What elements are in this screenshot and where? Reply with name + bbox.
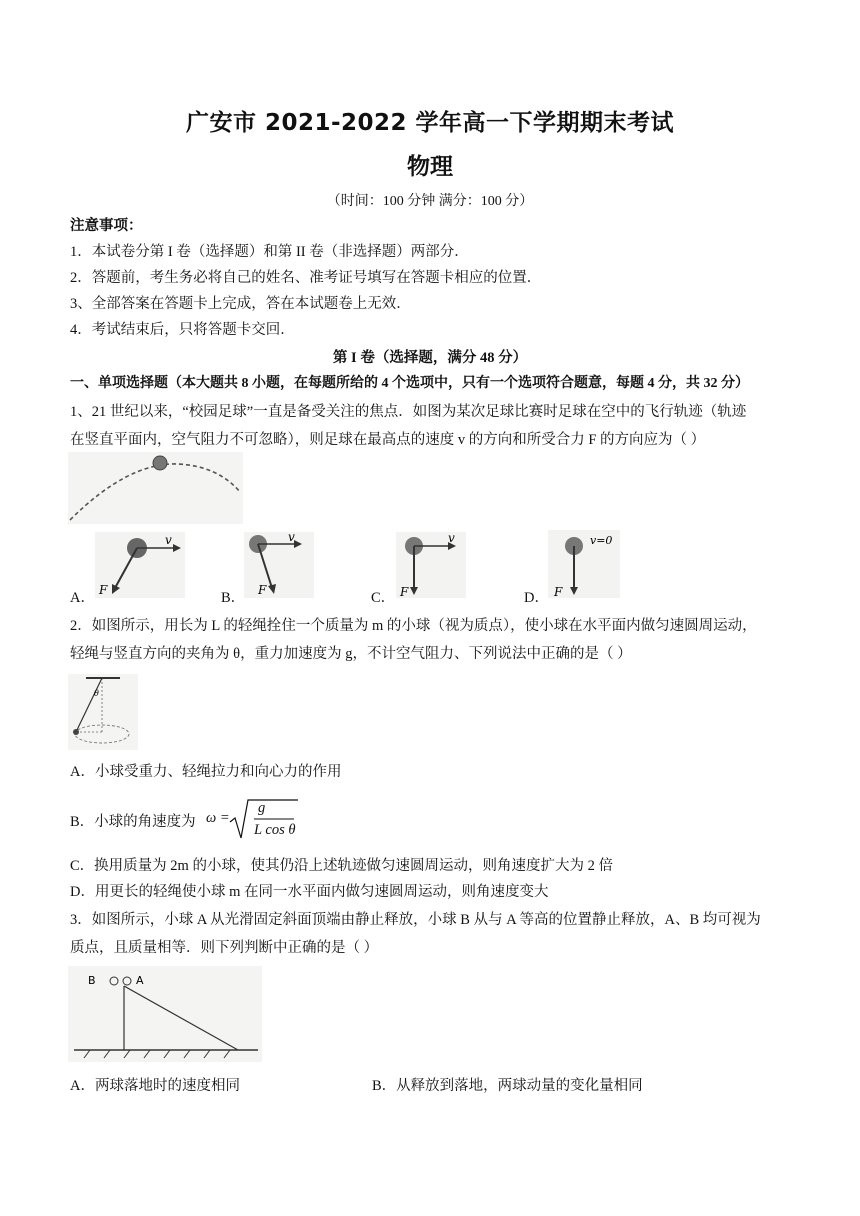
- q1-trajectory-figure: [68, 452, 243, 524]
- note-item: 3、全部答案在答题卡上完成，答在本试题卷上无效．: [70, 296, 411, 312]
- omega-lhs: ω =: [206, 810, 230, 826]
- subject-title: 物理: [407, 154, 453, 180]
- q1-option-b-figure: [244, 532, 314, 598]
- fraction-numerator: g: [258, 800, 266, 816]
- q2-option-d[interactable]: D．用更长的轻绳使小球 m 在同一水平面内做匀速圆周运动，则角速度变大: [70, 884, 549, 900]
- time-info: （时间：100 分钟 满分：100 分）: [326, 194, 534, 209]
- q1-option-d-figure: [548, 530, 620, 598]
- q3-incline-figure: [68, 966, 262, 1062]
- q1-stem-line2: 在竖直平面内，空气阻力不可忽略），则足球在最高点的速度 v 的方向和所受合力 F 的方向应为（ ）: [70, 432, 706, 448]
- q2-option-b-prefix: B．小球的角速度为: [70, 814, 196, 830]
- section-title: 第 I 卷（选择题，满分 48 分）: [332, 350, 528, 366]
- label-v: v: [165, 533, 172, 547]
- part1-heading: 一、单项选择题（本大题共 8 小题，在每题所给的 4 个选项中，只有一个选项符合题意，每题 4 分，共 32 分）: [70, 376, 749, 391]
- notes-heading: 注意事项：: [70, 218, 143, 234]
- label-theta: θ: [94, 689, 99, 698]
- q3-option-a[interactable]: A．两球落地时的速度相同: [70, 1078, 240, 1094]
- q2-option-c[interactable]: C．换用质量为 2m 的小球，使其仍沿上述轨迹做匀速圆周运动，则角速度扩大为 2 倍: [70, 858, 613, 874]
- q3-stem-line1: 3．如图所示，小球 A 从光滑固定斜面顶端由静止释放，小球 B 从与 A 等高的位置静止释放，A、B 均可视为: [70, 912, 761, 928]
- q1-option-a-figure: [95, 532, 185, 598]
- q3-stem-line2: 质点，且质量相等．则下列判断中正确的是（ ）: [70, 940, 379, 956]
- q1-stem-line1: 1、21 世纪以来，“校园足球”一直是备受关注的焦点．如图为某次足球比赛时足球在空中的飞行轨迹（轨迹: [70, 404, 747, 420]
- q3-option-b[interactable]: B．从释放到落地，两球动量的变化量相同: [372, 1078, 643, 1094]
- q1-option-a[interactable]: A．: [70, 590, 95, 606]
- fraction-denominator: L cos θ: [254, 822, 296, 838]
- q2-option-a[interactable]: A．小球受重力、轻绳拉力和向心力的作用: [70, 764, 342, 780]
- q2-stem-line2: 轻绳与竖直方向的夹角为 θ，重力加速度为 g，不计空气阻力、下列说法中正确的是（ ）: [70, 646, 632, 662]
- q1-option-c[interactable]: C．: [371, 590, 396, 606]
- q1-option-d[interactable]: D．: [524, 590, 549, 606]
- label-v-zero: v=0: [590, 534, 613, 547]
- label-F: F: [400, 585, 409, 598]
- label-F: F: [258, 583, 267, 597]
- label-v: v: [448, 532, 455, 545]
- note-item: 4．考试结束后，只将答题卡交回．: [70, 322, 295, 338]
- label-B: B: [88, 974, 96, 987]
- label-F: F: [554, 585, 563, 598]
- q2-conical-pendulum-figure: [68, 674, 138, 750]
- q1-option-b[interactable]: B．: [221, 590, 246, 606]
- note-item: 1．本试卷分第 I 卷（选择题）和第 II 卷（非选择题）两部分．: [70, 244, 469, 260]
- note-item: 2．答题前，考生务必将自己的姓名、准考证号填写在答题卡相应的位置．: [70, 270, 542, 286]
- q1-option-c-figure: [396, 532, 466, 598]
- label-v: v: [288, 532, 295, 544]
- label-F: F: [99, 583, 108, 597]
- exam-title: 广安市 2021-2022 学年高一下学期期末考试: [185, 110, 675, 136]
- q2-stem-line1: 2．如图所示，用长为 L 的轻绳拴住一个质量为 m 的小球（视为质点），使小球在水平面内做匀速圆周运动，: [70, 618, 757, 634]
- label-A: A: [136, 974, 144, 987]
